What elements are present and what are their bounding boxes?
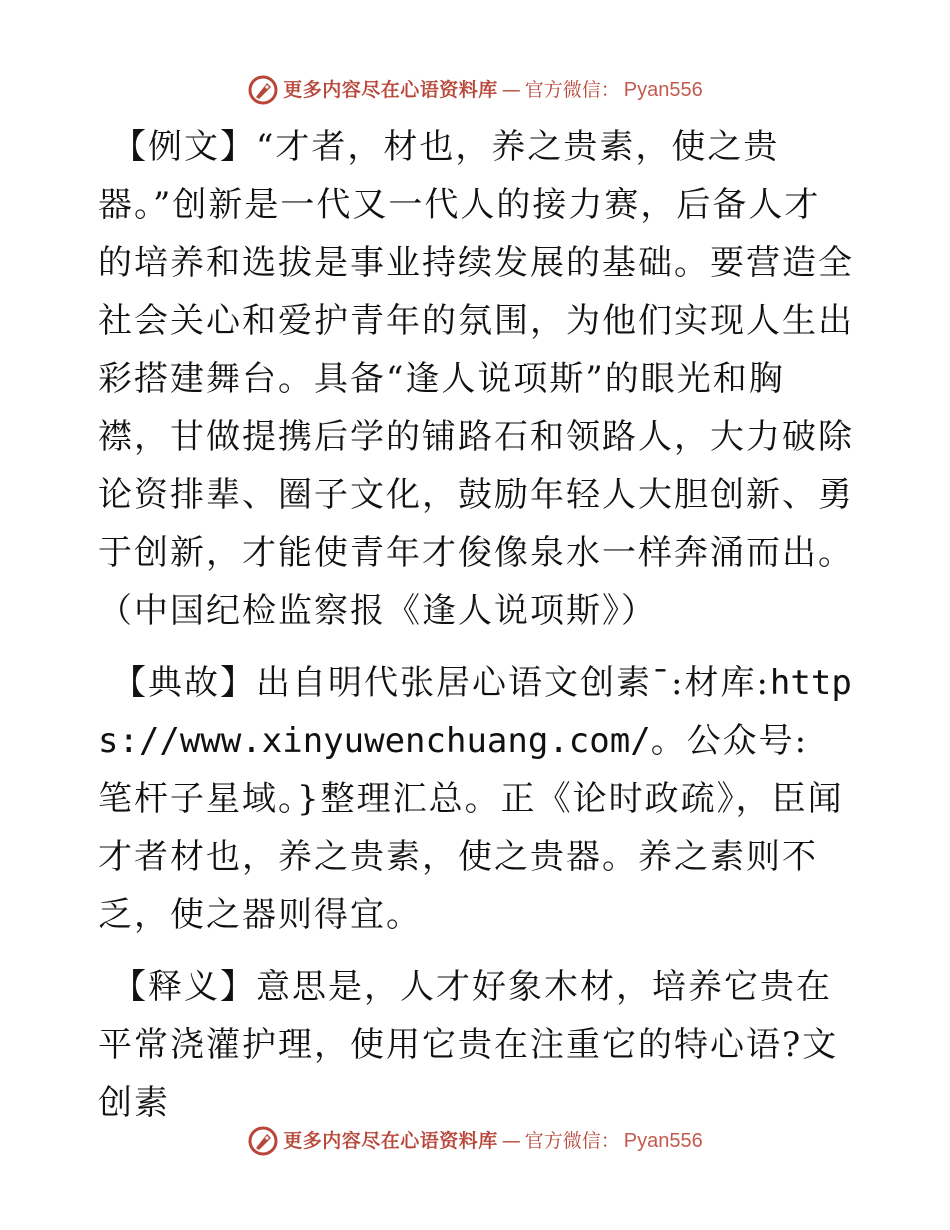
banner-official-label: 官方微信：	[524, 1130, 620, 1152]
pen-nib-icon	[247, 74, 279, 106]
pen-nib-icon	[247, 1125, 279, 1157]
allusion-text-before-url: 出自明代张居心语文创素¯:材库:	[256, 663, 770, 703]
footer-watermark	[0, 1125, 950, 1157]
meaning-text: 意思是，人才好象木材，培养它贵在平常浇灌护理，使用它贵在注重它的特心语?文创素	[98, 967, 839, 1123]
banner-dash: —	[501, 79, 521, 101]
meaning-paragraph	[98, 958, 854, 1132]
banner-wechat-id: Pyan556	[623, 1130, 703, 1152]
allusion-paragraph	[98, 654, 854, 944]
example-tag: 【例文】	[112, 127, 256, 167]
example-text: “才者，材也，养之贵素，使之贵器。”创新是一代又一代人的接力赛，后备人才的培养和选拔是事业持续发展的基础。要营造全社会关心和爱护青年的氛围，为他们实现人生出彩搭建舞台。具备“逢人说项斯”的眼光和胸襟，甘做提携后学的铺路石和领路人，大力破除论资排辈、圈子文化，鼓励年轻人大胆创新、勇于创新，才能使青年才俊像泉水一样奔涌而出。（中国纪检监察报《逢人说项斯》）	[98, 127, 854, 631]
banner-dash: —	[501, 1130, 521, 1152]
allusion-url[interactable]: https://www.xinyuwenchuang.com/	[98, 663, 852, 761]
allusion-text-after-url: 。公众号: 笔杆子星域。}整理汇总。正《论时政疏》，臣闻才者材也，养之贵素，使之贵器。养之素则不乏，使之器则得宜。	[98, 721, 844, 935]
allusion-tag: 【典故】	[112, 663, 256, 703]
document-body	[98, 118, 854, 1146]
banner-wechat-id: Pyan556	[623, 79, 703, 101]
meaning-tag: 【释义】	[112, 967, 256, 1007]
banner-text: 更多内容尽在心语资料库	[283, 79, 498, 101]
header-watermark	[0, 74, 950, 106]
example-paragraph	[98, 118, 854, 640]
banner-official-label: 官方微信：	[524, 79, 620, 101]
banner-text: 更多内容尽在心语资料库	[283, 1130, 498, 1152]
